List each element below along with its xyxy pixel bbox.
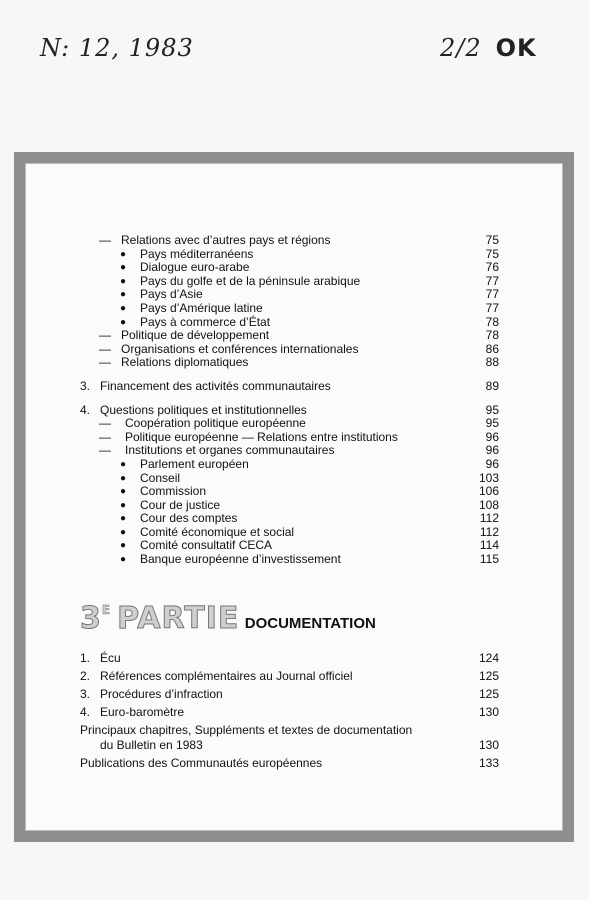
part-heading: [80, 601, 499, 637]
toc-entry-page: 115: [479, 552, 499, 567]
toc-entry-label: Commission: [140, 484, 207, 499]
toc-entry-label-group: [80, 539, 272, 553]
toc-entry-label: Financement des activités communautaires: [100, 378, 331, 393]
doc-entry-label-group: [80, 687, 223, 702]
toc-entry: [80, 472, 499, 486]
toc-entry-page: 96: [485, 456, 499, 471]
toc-entry: [80, 539, 499, 553]
doc-entry-page: 124: [478, 650, 499, 665]
doc-entry-number: 2.: [80, 668, 91, 683]
toc-entry-label-group: [80, 499, 220, 513]
toc-entry-label: Pays méditerranéens: [140, 246, 254, 261]
doc-entry-label: Publications des Communautés européennes: [80, 755, 323, 770]
doc-entry: [80, 669, 499, 684]
toc-entry-label-group: [80, 248, 253, 262]
toc-entry-label: Pays à commerce d’État: [140, 314, 271, 329]
toc-entry-label: Pays d’Amérique latine: [140, 300, 263, 315]
doc-entry-page: 133: [478, 755, 499, 770]
toc-entry-label-group: [80, 343, 358, 357]
toc-entry-label-group: [80, 356, 248, 370]
toc-entry-page: 76: [485, 260, 499, 275]
toc-entry-label-group: [80, 512, 237, 526]
toc-entry-page: 108: [478, 497, 499, 512]
toc-entry: [80, 248, 499, 262]
doc-entry: [80, 723, 499, 753]
toc-entry-label: Cour des comptes: [140, 511, 238, 526]
toc-entry-page: 103: [478, 470, 499, 485]
toc-entry: [80, 431, 499, 445]
toc-entry-label-group: [80, 234, 330, 248]
part-number-superscript: E: [101, 602, 112, 617]
toc-entry-page: 78: [485, 328, 499, 343]
dash-marker: —: [99, 341, 111, 356]
toc-entry-page: 86: [485, 341, 499, 356]
toc-entry-label: Pays d’Asie: [140, 287, 203, 302]
toc-entry-label-group: [80, 329, 269, 343]
toc-entry: [80, 444, 499, 458]
toc-entry-label-group: [80, 472, 180, 486]
toc-entry-page: 77: [485, 287, 499, 302]
doc-entry-page: 125: [478, 686, 499, 701]
doc-entry-number: 3.: [80, 686, 91, 701]
toc-entry-label-group: [80, 288, 203, 302]
toc-entry-label-group: [80, 275, 360, 289]
toc-entry-label: Questions politiques et institutionnelles: [100, 402, 307, 417]
toc-entry: [80, 316, 499, 330]
toc-entry: [80, 380, 499, 394]
toc-entry: [80, 234, 499, 248]
toc-entry-label: Organisations et conférences internationales: [121, 341, 359, 356]
part-number: 3: [80, 600, 102, 636]
toc-entry-label-group: [80, 485, 206, 499]
toc-entry-label-group: [80, 380, 331, 394]
bullet-marker: ●: [120, 248, 127, 260]
bullet-marker: ●: [120, 486, 127, 498]
toc-entry: [80, 499, 499, 513]
toc-entry-page: 75: [485, 246, 499, 261]
toc-entry-page: 114: [479, 538, 499, 553]
toc-entry-page: 78: [485, 314, 499, 329]
doc-entry-label-group: [80, 705, 184, 720]
dash-marker: —: [99, 416, 111, 431]
bullet-marker: ●: [120, 302, 127, 314]
doc-entry-label-group: [80, 723, 412, 753]
toc-entry: [80, 275, 499, 289]
bullet-marker: ●: [120, 499, 127, 511]
toc-entry-page: 95: [485, 402, 499, 417]
dash-marker: —: [99, 328, 111, 343]
toc-entry-label-group: [80, 316, 270, 330]
doc-entry-label-group: [80, 669, 353, 684]
doc-entry-label: Écu: [100, 650, 121, 665]
bullet-marker: ●: [120, 289, 127, 301]
toc-entry-label-group: [80, 302, 263, 316]
toc-entry: [80, 343, 499, 357]
doc-entry: [80, 651, 499, 666]
toc-entry-page: 112: [479, 524, 499, 539]
toc-entry: [80, 261, 499, 275]
toc-entry: [80, 288, 499, 302]
handwritten-ok-mark: OK: [495, 34, 537, 62]
doc-entry-number: 1.: [80, 650, 91, 665]
doc-entry-page: 130: [478, 704, 499, 719]
toc-entry-label-group: [80, 417, 306, 431]
toc-entry-label: Conseil: [140, 470, 181, 485]
doc-entry-label-continued: du Bulletin en 1983: [100, 737, 203, 752]
table-of-contents: [80, 234, 499, 774]
toc-entry-page: 96: [485, 429, 499, 444]
toc-entry-label-group: [80, 526, 294, 540]
bullet-marker: ●: [120, 513, 127, 525]
toc-entry-label: Comité consultatif CECA: [140, 538, 273, 553]
toc-entry-label-group: [80, 553, 341, 567]
dash-marker: —: [99, 429, 111, 444]
toc-entry: [80, 329, 499, 343]
handwritten-page-note: [440, 34, 537, 62]
part-title: DOCUMENTATION: [244, 614, 376, 632]
toc-entry-label-group: [80, 404, 307, 418]
bullet-marker: ●: [120, 275, 127, 287]
doc-entry-page: 130: [478, 737, 499, 752]
toc-entry: [80, 526, 499, 540]
bullet-marker: ●: [120, 554, 127, 566]
dash-marker: —: [99, 233, 111, 247]
toc-entry-label: Dialogue euro-arabe: [140, 260, 250, 275]
doc-entry-label: Principaux chapitres, Suppléments et textes de documentation: [80, 722, 413, 737]
toc-entry-label: Comité économique et social: [140, 524, 295, 539]
toc-entry: [80, 485, 499, 499]
toc-entry: [80, 404, 499, 418]
toc-entry-label-group: [80, 444, 334, 458]
toc-entry-label: Institutions et organes communautaires: [125, 443, 335, 458]
toc-entry-label: Coopération politique européenne: [125, 416, 306, 431]
toc-entry-number: 4.: [80, 402, 91, 417]
toc-entry-label: Parlement européen: [140, 456, 249, 471]
toc-entry: [80, 458, 499, 472]
handwritten-issue-note: N: 12, 1983: [40, 34, 194, 62]
bullet-marker: ●: [120, 472, 127, 484]
toc-entry: [80, 356, 499, 370]
toc-entry: [80, 302, 499, 316]
dash-marker: —: [99, 443, 111, 458]
doc-entry-label-group: [80, 651, 121, 666]
doc-entry-number: 4.: [80, 704, 91, 719]
doc-entry-page: 125: [478, 668, 499, 683]
toc-entry-page: 89: [485, 378, 499, 393]
bullet-marker: ●: [120, 316, 127, 328]
bullet-marker: ●: [120, 262, 127, 274]
toc-entry-label-group: [80, 261, 249, 275]
toc-entry-label-group: [80, 458, 249, 472]
toc-entry-label: Politique européenne — Relations entre institutions: [125, 429, 398, 444]
bullet-marker: ●: [120, 540, 127, 552]
doc-entry-label: Euro-baromètre: [100, 704, 185, 719]
toc-entry-page: 77: [485, 300, 499, 315]
part-word: PARTIE: [117, 600, 240, 636]
toc-entry-page: 77: [485, 273, 499, 288]
toc-entry-page: 106: [478, 484, 499, 499]
bullet-marker: ●: [120, 526, 127, 538]
doc-entry: [80, 756, 499, 771]
toc-entry-page: 75: [485, 233, 499, 247]
toc-list: [80, 234, 499, 567]
toc-entry: [80, 417, 499, 431]
toc-entry-label: Cour de justice: [140, 497, 221, 512]
doc-entry-label: Références complémentaires au Journal officiel: [100, 668, 353, 683]
bullet-marker: ●: [120, 458, 127, 470]
toc-entry-page: 88: [485, 355, 499, 370]
toc-entry-label: Politique de développement: [121, 328, 270, 343]
toc-entry: [80, 512, 499, 526]
doc-entry-label: Procédures d’infraction: [100, 686, 223, 701]
toc-entry-number: 3.: [80, 378, 91, 393]
doc-entry: [80, 687, 499, 702]
doc-entry: [80, 705, 499, 720]
dash-marker: —: [99, 355, 111, 370]
handwritten-page-count: 2/2: [440, 34, 482, 62]
toc-entry-page: 96: [485, 443, 499, 458]
toc-entry-label-group: [80, 431, 398, 445]
toc-entry-page: 112: [479, 511, 499, 526]
documentation-list: [80, 651, 499, 771]
toc-entry-page: 95: [485, 416, 499, 431]
toc-entry-label: Relations diplomatiques: [121, 355, 249, 370]
toc-entry-label: Banque européenne d’investissement: [140, 552, 341, 567]
toc-entry-label: Pays du golfe et de la péninsule arabique: [140, 273, 361, 288]
doc-entry-label-group: [80, 756, 322, 771]
toc-entry-label: Relations avec d’autres pays et régions: [121, 233, 331, 247]
toc-entry: [80, 553, 499, 567]
